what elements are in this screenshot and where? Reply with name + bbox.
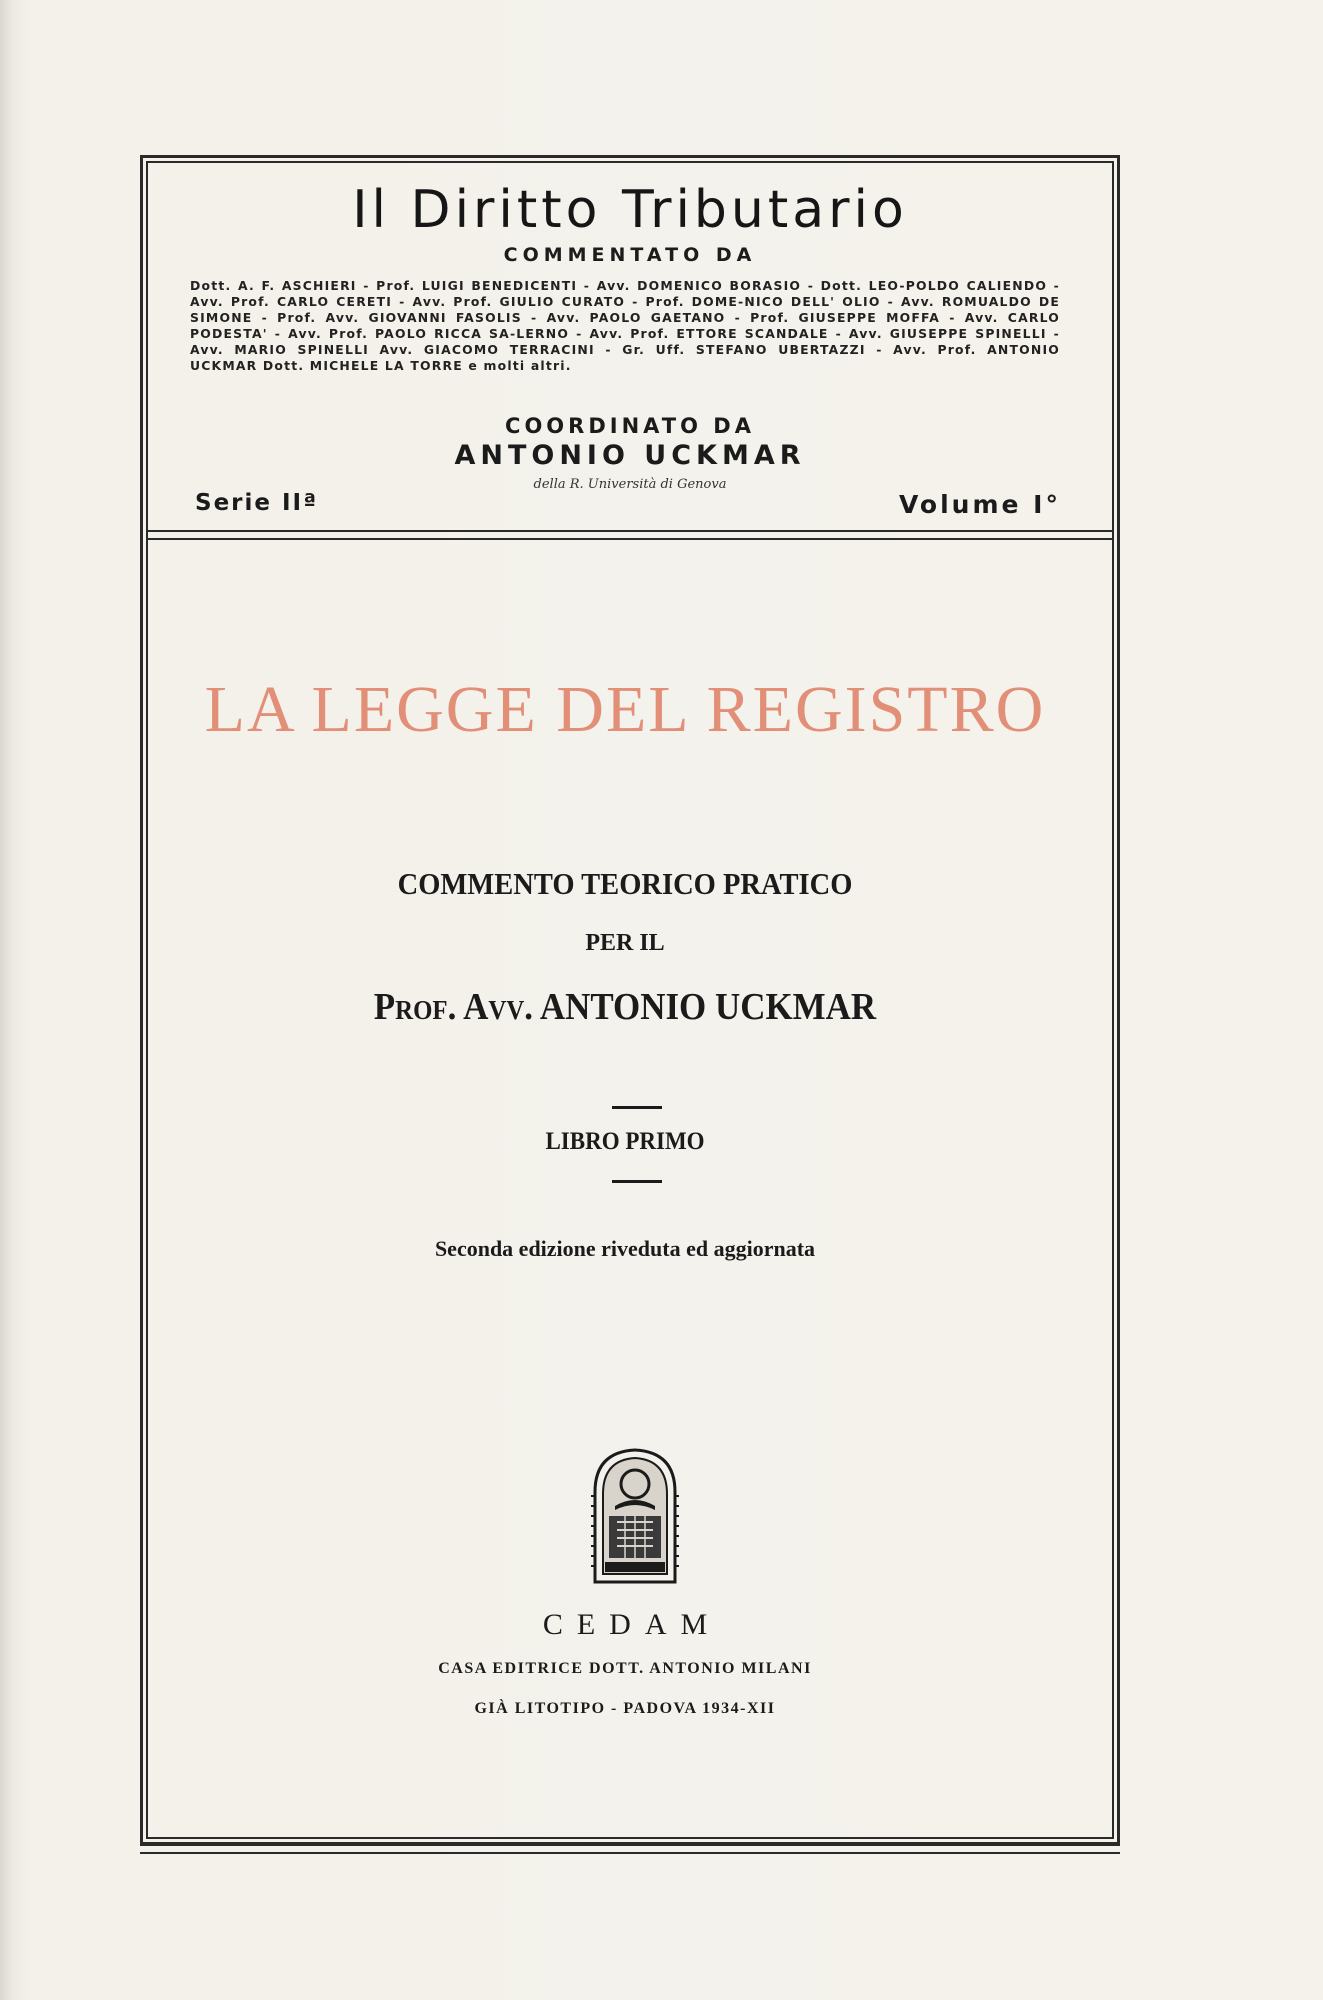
- coordinator-name: ANTONIO UCKMAR: [454, 440, 806, 471]
- commentato-label: COMMENTATO DA: [503, 244, 757, 266]
- series-number: Serie IIª: [195, 490, 319, 516]
- contributors-list: Dott. A. F. ASCHIERI - Prof. LUIGI BENEDICENTI - Avv. DOMENICO BORASIO - Dott. LEO-POLDO CALIENDO - Avv. Prof. CARLO CERETI - Avv. Prof. GIULIO CURATO - Prof. DOME-NICO DELL' OLIO - Avv. ROMUALDO DE SIMONE - Prof. Avv. GIOVANNI FASOLIS - Avv. PAOLO GAETANO - Prof. GIUSEPPE MOFFA - Avv. CARLO PODESTA' - Avv. Prof. PAOLO RICCA SA-LERNO - Avv. Prof. ETTORE SCANDALE - Avv. GIUSEPPE SPINELLI - Avv. MARIO SPINELLI Avv. GIACOMO TERRACINI - Gr. Uff. STEFANO UBERTAZZI - Avv. Prof. ANTONIO UCKMAR Dott. MICHELE LA TORRE e molti altri.: [190, 278, 1060, 373]
- by-label: PER IL: [585, 930, 665, 956]
- publisher-name: CEDAM: [542, 1608, 722, 1641]
- book-part: LIBRO PRIMO: [545, 1128, 705, 1155]
- series-title: Il Diritto Tributario: [352, 180, 908, 240]
- publisher-location-date: GIÀ LITOTIPO - PADOVA 1934-XII: [474, 1700, 776, 1717]
- edition-note: Seconda edizione riveduta ed aggiornata: [434, 1236, 816, 1261]
- publisher-full-name: CASA EDITRICE DOTT. ANTONIO MILANI: [438, 1660, 812, 1677]
- ornamental-rule-bottom: [612, 1180, 662, 1183]
- bottom-double-rule: [140, 1844, 1120, 1854]
- header-divider: [146, 530, 1114, 540]
- ornamental-rule-top: [612, 1106, 662, 1109]
- coordinator-affiliation: della R. Università di Genova: [533, 477, 727, 492]
- book-title: LA LEGGE DEL REGISTRO: [204, 673, 1046, 746]
- coordinato-label: COORDINATO DA: [505, 414, 755, 438]
- volume-number: Volume I°: [898, 490, 1061, 519]
- book-author: Prof. Avv. ANTONIO UCKMAR: [373, 986, 877, 1028]
- publisher-emblem-icon: [585, 1446, 685, 1584]
- book-subtitle: COMMENTO TEORICO PRATICO: [397, 866, 853, 901]
